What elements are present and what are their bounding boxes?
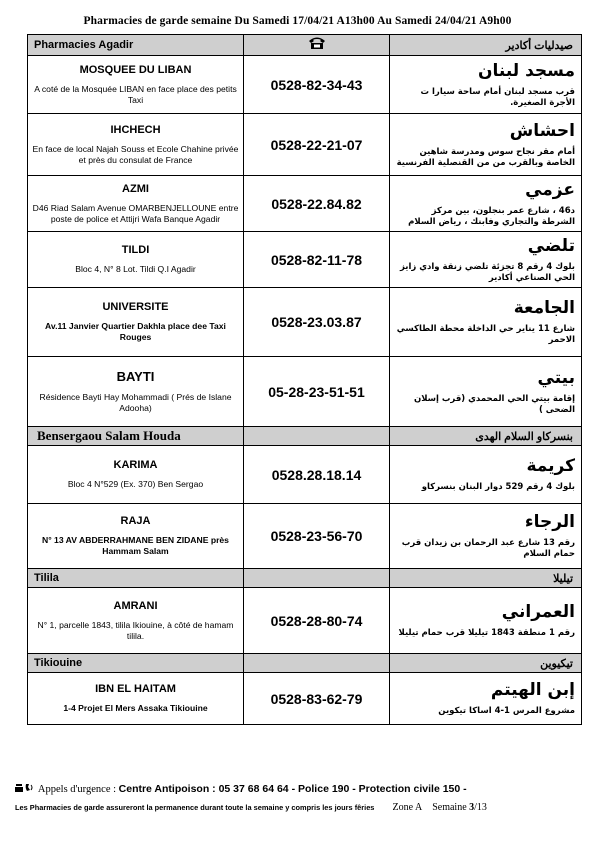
pharmacy-row <box>28 357 582 427</box>
pharmacy-address-ar: د46 ، شارع عمر بنجلون، بين مركز الشرطة والتجاري وفابنك ، رياض السلام <box>408 205 575 227</box>
pharmacy-name: UNIVERSITE <box>102 301 169 313</box>
pharmacy-address-ar: بلوك 4 رقم 529 دوار البنان بنسركاو <box>421 482 575 492</box>
pharmacy-row <box>28 114 582 176</box>
pharmacy-address: Résidence Bayti Hay Mohammadi ( Prés de Islane Adooha) <box>39 392 232 413</box>
pharmacy-name: AZMI <box>122 182 149 195</box>
section-title-fr: Tilila <box>28 569 244 588</box>
pharmacy-phone: 0528-22-21-07 <box>244 114 390 176</box>
pharmacy-name-ar: كريمة <box>526 456 575 476</box>
pharmacy-row <box>28 232 582 288</box>
pharmacy-name: IHCHECH <box>110 123 161 136</box>
footer-note-line <box>15 802 487 813</box>
pharmacy-row <box>28 588 582 654</box>
pharmacy-address-ar: بلوك 4 رقم 8 تجزئة تلضي زنقة وادي زايز الحي الصناعي أكادير <box>399 261 575 283</box>
emergency-line <box>15 783 467 795</box>
section-title-fr: Pharmacies Agadir <box>28 35 244 56</box>
pharmacy-row <box>28 446 582 504</box>
section-title-ar: تيكيوين <box>390 654 582 673</box>
pharmacy-phone: 05-28-23-51-51 <box>244 357 390 427</box>
zone-week: Zone A Semaine 3/13 <box>392 802 487 813</box>
pharmacy-address-ar: شارع 11 يناير حي الداخلة محطة الطاكسي الاحمر <box>396 324 575 345</box>
pharmacy-row <box>28 673 582 725</box>
section-title-fr: Bensergaou Salam Houda <box>28 427 244 446</box>
section-title-ar: بنسركاو السلام الهدى <box>390 427 582 446</box>
pharmacy-address: A coté de la Mosquée LIBAN en face place des petits Taxi <box>34 83 237 105</box>
phone-fax-icon <box>15 783 38 795</box>
pharmacy-address: N° 1, parcelle 1843, tilila Ikiouine, à côté de hamam tilila. <box>37 619 234 641</box>
section-header <box>28 427 582 446</box>
pharmacy-address-ar: إقامة بيتي الحي المحمدي (قرب إسلان الضحى ) <box>413 393 575 415</box>
pharmacy-phone: 0528-83-62-79 <box>244 673 390 725</box>
pharmacy-address: 1-4 Projet El Mers Assaka Tikiouine <box>63 703 208 713</box>
pharmacy-name-ar: إبن الهيتم <box>490 680 575 700</box>
page-title: Pharmacies de garde semaine Du Samedi 17/04/21 A13h00 Au Samedi 24/04/21 A9h00 <box>83 15 512 27</box>
pharmacy-address: Av.11 Janvier Quartier Dakhla place dee Taxi Rouges <box>45 321 226 342</box>
telephone-icon <box>308 35 326 55</box>
section-header <box>28 569 582 588</box>
pharmacy-address-ar: رقم 13 شارع عبد الرحمان بن زيدان قرب حمام السلام <box>401 538 575 559</box>
section-title-ar: صيدليات أكادير <box>390 35 582 56</box>
pharmacy-address-ar: رقم 1 منطقة 1843 تيليلا قرب حمام تيليلا <box>398 628 575 638</box>
pharmacy-phone: 0528-22.84.82 <box>244 176 390 232</box>
pharmacy-name: MOSQUEE DU LIBAN <box>79 63 192 76</box>
pharmacy-address-ar: قرب مسجد لبنان أمام ساحة سيارا ت الأجرة الصغيرة. <box>420 86 575 108</box>
footer-note: Les Pharmacies de garde assureront la permanence durant toute la semaine y compris les jours fêries <box>15 803 375 812</box>
pharmacy-address: N° 13 AV ABDERRAHMANE BEN ZIDANE près Hammam Salam <box>42 535 229 556</box>
section-header <box>28 654 582 673</box>
pharmacy-row <box>28 288 582 357</box>
pharmacy-name-ar: تلضي <box>527 235 575 256</box>
pharmacy-address: Bloc 4, N° 8 Lot. Tildi Q.I Agadir <box>75 264 196 274</box>
pharmacy-name: TILDI <box>121 244 150 256</box>
pharmacy-phone: 0528-23.03.87 <box>244 288 390 357</box>
pharmacy-phone: 0528.28.18.14 <box>244 446 390 504</box>
pharmacy-row <box>28 176 582 232</box>
pharmacy-name-ar: عزمي <box>525 179 575 200</box>
pharmacy-address-ar: أمام مقر نجاح سوس ومدرسة شاهين الخاصة وبالقرب من من القنصلية الفرنسية <box>396 146 575 168</box>
section-title-fr: Tikiouine <box>28 654 244 673</box>
emergency-label: Appels d'urgence : <box>37 784 119 795</box>
pharmacy-name: IBN EL HAITAM <box>95 683 176 695</box>
section-title-ar: تيليلا <box>390 569 582 588</box>
pharmacy-table <box>27 34 582 725</box>
pharmacy-address: D46 Riad Salam Avenue OMARBENJELLOUNE entre poste de police et Attijri Wafa Banque Agadir <box>32 202 239 224</box>
pharmacy-row <box>28 504 582 569</box>
pharmacy-name: BAYTI <box>116 369 155 384</box>
pharmacy-phone: 0528-82-34-43 <box>244 56 390 114</box>
pharmacy-phone: 0528-82-11-78 <box>244 232 390 288</box>
pharmacy-name-ar: مسجد لبنان <box>478 60 575 81</box>
pharmacy-address: Bloc 4 N°529 (Ex. 370) Ben Sergao <box>67 479 204 489</box>
pharmacy-name-ar: الجامعة <box>513 298 575 318</box>
pharmacy-phone: 0528-28-80-74 <box>244 588 390 654</box>
pharmacy-name-ar: العمراني <box>501 602 575 622</box>
pharmacy-name-ar: الرجاء <box>524 512 575 532</box>
pharmacy-row <box>28 56 582 114</box>
pharmacy-name-ar: احشاش <box>509 120 575 141</box>
pharmacy-address-ar: مشروع المرس 1-4 اساكا تيكوين <box>438 706 575 716</box>
pharmacy-address: En face de local Najah Souss et Ecole Chahine privée et près du consulat de France <box>32 143 239 165</box>
pharmacy-name: AMRANI <box>113 599 158 612</box>
pharmacy-name: RAJA <box>120 515 151 527</box>
section-header <box>28 35 582 56</box>
pharmacy-name: KARIMA <box>113 459 158 471</box>
emergency-numbers: Centre Antipoison : 05 37 68 64 64 - Police 190 - Protection civile 150 - <box>118 783 467 795</box>
pharmacy-phone: 0528-23-56-70 <box>244 504 390 569</box>
pharmacy-name-ar: بيتي <box>537 367 575 388</box>
